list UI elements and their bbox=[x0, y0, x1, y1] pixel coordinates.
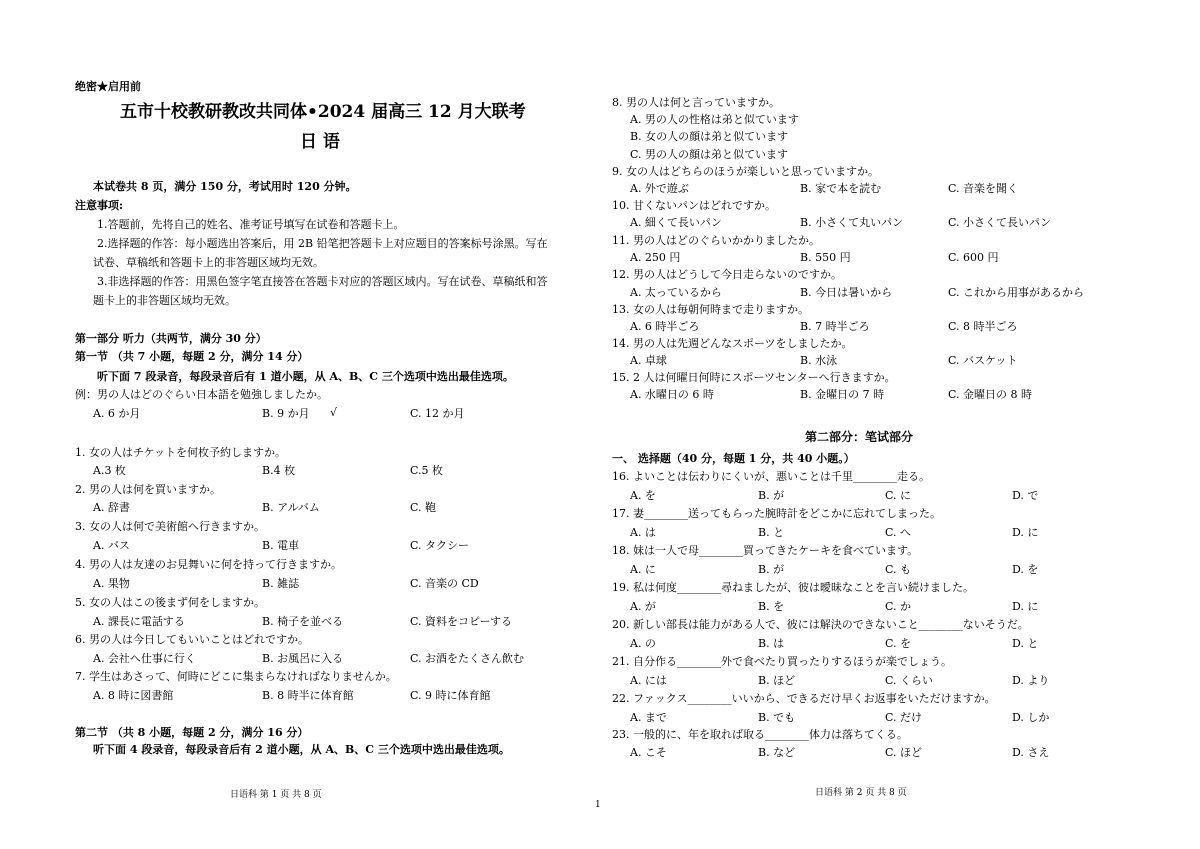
example-question: 例：男の人はどのぐらい日本語を勉強しましたか。 bbox=[75, 388, 328, 401]
option: A. には bbox=[630, 674, 667, 687]
section1-title: 第一节 （共 7 小题，每题 2 分，满分 14 分） bbox=[75, 350, 309, 363]
question-text: 6. 男の人は今日してもいいことはどれですか。 bbox=[75, 633, 309, 646]
note-line: 1.答题前，先将自己的姓名、准考证号填写在试卷和答题卡上。 bbox=[97, 218, 405, 231]
option: A. の bbox=[630, 637, 656, 650]
option: C. 600 円 bbox=[948, 251, 999, 264]
option: B. 椅子を並べる bbox=[262, 615, 344, 628]
option: B. お風呂に入る bbox=[262, 652, 344, 665]
option: A. 果物 bbox=[93, 577, 130, 590]
question-text: 21. 自分作る________外で食べたり買ったりするほうが楽でしょう。 bbox=[612, 655, 952, 668]
note-line: 2.选择题的作答：每小题选出答案后，用 2B 铅笔把答题卡上对应题目的答案标号涂黑。写在 bbox=[97, 237, 548, 250]
subject-title: 日 语 bbox=[300, 132, 340, 152]
option: B. 水泳 bbox=[800, 354, 838, 367]
question-text: 14. 男の人は先週どんなスポーツをしましたか。 bbox=[612, 337, 853, 350]
option: D. しか bbox=[1012, 711, 1050, 724]
option: C. これから用事があるから bbox=[948, 286, 1085, 299]
option: A. 8 時に図書館 bbox=[93, 689, 174, 702]
option: B. 今日は暑いから bbox=[800, 286, 893, 299]
option: A. 課長に電話する bbox=[93, 615, 185, 628]
option: B. が bbox=[758, 489, 785, 502]
option: B. でも bbox=[758, 711, 796, 724]
part1-title: 第一部分 听力（共两节，满分 30 分） bbox=[75, 332, 267, 345]
question-text: 17. 妻________送ってもらった腕時計をどこかに忘れてしまった。 bbox=[612, 507, 941, 520]
option: A. 会社へ仕事に行く bbox=[93, 652, 196, 665]
part2-title: 第二部分：笔试部分 bbox=[805, 430, 914, 444]
question-text: 22. ファックス________いいから、できるだけ早くお返事をいただけますか。 bbox=[612, 692, 996, 705]
option: D. さえ bbox=[1012, 746, 1050, 759]
option: D. を bbox=[1012, 563, 1039, 576]
option: C. 小さくて長いパン bbox=[948, 216, 1052, 229]
option: D. より bbox=[1012, 674, 1050, 687]
option: C. か bbox=[885, 600, 912, 613]
question-text: 13. 女の人は毎朝何時まで走りますか。 bbox=[612, 303, 809, 316]
option: C. 9 時に体育館 bbox=[410, 689, 491, 702]
notice-title: 注意事项: bbox=[75, 199, 124, 212]
option: B. 550 円 bbox=[800, 251, 851, 264]
option: C. 音楽を聞く bbox=[948, 182, 1019, 195]
option: C.5 枚 bbox=[410, 464, 444, 477]
option: B. を bbox=[758, 600, 785, 613]
option: B. など bbox=[758, 746, 796, 759]
question-text: 15. 2 人は何曜日何時にスポーツセンターへ行きますか。 bbox=[612, 371, 896, 384]
exam-summary: 本试卷共 8 页，满分 150 分，考试用时 120 分钟。 bbox=[93, 180, 357, 193]
option: D. に bbox=[1012, 526, 1039, 539]
option: A. を bbox=[630, 489, 656, 502]
option: B. 7 時半ごろ bbox=[800, 320, 870, 333]
option: B. 雑誌 bbox=[262, 577, 300, 590]
option: A. 男の人の性格は弟と似ています bbox=[630, 113, 799, 126]
option: C. 金曜日の 8 時 bbox=[948, 388, 1033, 401]
option: A. 外で遊ぶ bbox=[630, 182, 689, 195]
section2-title: 第二节 （共 8 小题，每题 2 分，满分 16 分） bbox=[75, 726, 309, 739]
note-line: 试卷、草稿纸和答题卡上的非答题区域均无效。 bbox=[93, 256, 324, 269]
option: C. ほど bbox=[885, 746, 923, 759]
question-text: 23. 一般的に、年を取れば取る________体力は落ちてくる。 bbox=[612, 728, 908, 741]
example-option: C. 12 か月 bbox=[410, 407, 465, 420]
option: A. に bbox=[630, 563, 656, 576]
option: C. バスケット bbox=[948, 354, 1018, 367]
question-text: 12. 男の人はどうして今日走らないのですか。 bbox=[612, 268, 842, 281]
question-text: 11. 男の人はどのぐらいかかりましたか。 bbox=[612, 234, 820, 247]
question-text: 19. 私は何度________尋ねましたが、彼は曖昧なことを言い続けました。 bbox=[612, 581, 974, 594]
question-text: 7. 学生はあさって、何時にどこに集まらなければなりませんか。 bbox=[75, 670, 397, 683]
exam-title: 五市十校教研教改共同体•2024 届高三 12 月大联考 bbox=[120, 102, 526, 122]
part2-section-title: 一、 选择题（40 分，每题 1 分，共 40 小题。） bbox=[612, 452, 855, 465]
option: B. 小さくて丸いパン bbox=[800, 216, 904, 229]
option: B. と bbox=[758, 526, 785, 539]
option: C. 音楽の CD bbox=[410, 577, 479, 590]
example-option: B. 9 か月 bbox=[262, 407, 310, 420]
confidential-mark: 绝密★启用前 bbox=[75, 80, 141, 93]
option: B. 電車 bbox=[262, 539, 300, 552]
option: D. と bbox=[1012, 637, 1039, 650]
option: C. 資料をコピーする bbox=[410, 615, 513, 628]
option: B. は bbox=[758, 637, 785, 650]
option: D. で bbox=[1012, 489, 1039, 502]
footer-page-number: 1 bbox=[595, 800, 601, 810]
option: A. 水曜日の 6 時 bbox=[630, 388, 714, 401]
footer-page-right: 日语科 第 2 页 共 8 页 bbox=[815, 788, 907, 798]
question-text: 2. 男の人は何を買いますか。 bbox=[75, 483, 221, 496]
option: C. 鞄 bbox=[410, 501, 437, 514]
footer-page-left: 日语科 第 1 页 共 8 页 bbox=[230, 790, 322, 800]
option: C. お酒をたくさん飲む bbox=[410, 652, 525, 665]
option: B. 金曜日の 7 時 bbox=[800, 388, 885, 401]
option: C. に bbox=[885, 489, 912, 502]
question-text: 3. 女の人は何で美術館へ行きますか。 bbox=[75, 520, 265, 533]
option: C. へ bbox=[885, 526, 912, 539]
option: B. アルバム bbox=[262, 501, 320, 514]
option: B. 8 時半に体育館 bbox=[262, 689, 354, 702]
section2-instruction: 听下面 4 段录音，每段录音后有 2 道小题，从 A、B、C 三个选项中选出最佳选项。 bbox=[93, 743, 510, 756]
option: C. くらい bbox=[885, 674, 934, 687]
option: C. タクシー bbox=[410, 539, 470, 552]
question-text: 10. 甘くないパンはどれですか。 bbox=[612, 199, 776, 212]
option: B. が bbox=[758, 563, 785, 576]
question-text: 5. 女の人はこの後まず何をしますか。 bbox=[75, 596, 265, 609]
question-text: 1. 女の人はチケットを何枚予約しますか。 bbox=[75, 446, 287, 459]
option: B.4 枚 bbox=[262, 464, 296, 477]
question-text: 20. 新しい部長は能力がある人で、彼には解決のできないこと________ないそうだ。 bbox=[612, 618, 1029, 631]
option: A. こそ bbox=[630, 746, 667, 759]
question-text: 18. 妹は一人で母________買ってきたケーキを食べています。 bbox=[612, 544, 919, 557]
note-line: 题卡上的非答题区域均无效。 bbox=[93, 294, 236, 307]
example-option: A. 6 か月 bbox=[93, 407, 141, 420]
option: A. 太っているから bbox=[630, 286, 722, 299]
option: A. 卓球 bbox=[630, 354, 667, 367]
question-text: 16. よいことは伝わりにくいが、悪いことは千里________走る。 bbox=[612, 470, 930, 483]
option: D. に bbox=[1012, 600, 1039, 613]
question-text: 9. 女の人はどちらのほうが楽しいと思っていますか。 bbox=[612, 165, 879, 178]
option: C. 8 時半ごろ bbox=[948, 320, 1018, 333]
option: C. も bbox=[885, 563, 912, 576]
option: C. 男の人の顔は弟と似ています bbox=[630, 148, 789, 161]
option: A. 細くて長いパン bbox=[630, 216, 722, 229]
option: A. まで bbox=[630, 711, 667, 724]
option: A. 辞書 bbox=[93, 501, 130, 514]
option: B. 女の人の顔は弟と似ています bbox=[630, 130, 789, 143]
check-mark-icon: √ bbox=[330, 406, 338, 419]
option: C. を bbox=[885, 637, 912, 650]
option: B. 家で本を読む bbox=[800, 182, 882, 195]
note-line: 3.非选择题的作答：用黑色签字笔直接答在答题卡对应的答题区域内。写在试卷、草稿纸和答 bbox=[97, 275, 548, 288]
option: B. ほど bbox=[758, 674, 796, 687]
section1-instruction: 听下面 7 段录音，每段录音后有 1 道小题，从 A、B、C 三个选项中选出最佳选项。 bbox=[97, 370, 514, 383]
question-text: 4. 男の人は友達のお見舞いに何を持って行きますか。 bbox=[75, 558, 342, 571]
option: A. バス bbox=[93, 539, 130, 552]
option: A.3 枚 bbox=[93, 464, 126, 477]
option: A. が bbox=[630, 600, 656, 613]
question-text: 8. 男の人は何と言っていますか。 bbox=[612, 96, 780, 109]
option: C. だけ bbox=[885, 711, 923, 724]
option: A. 250 円 bbox=[630, 251, 681, 264]
option: A. は bbox=[630, 526, 656, 539]
option: A. 6 時半ごろ bbox=[630, 320, 700, 333]
